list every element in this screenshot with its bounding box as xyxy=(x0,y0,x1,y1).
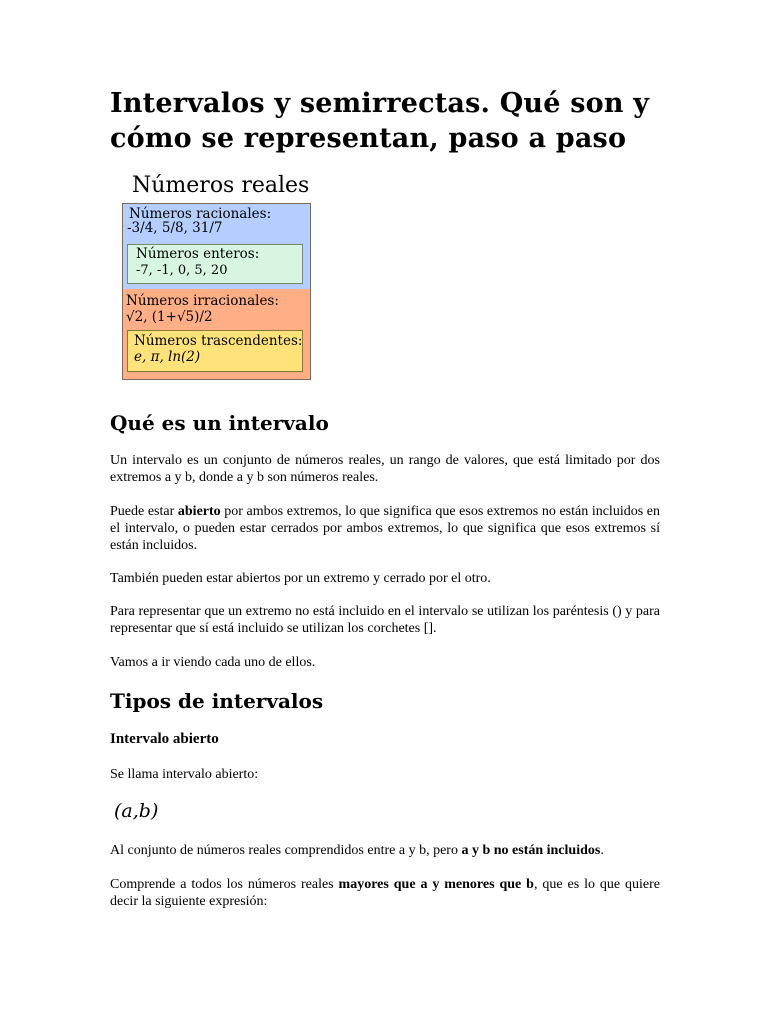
transcendental-examples: e, π, ln(2) xyxy=(134,349,201,365)
irrational-examples: √2, (1+√5)/2 xyxy=(126,309,213,325)
irrational-numbers-box xyxy=(122,289,311,380)
transcendental-numbers-box xyxy=(127,330,303,372)
integer-label: Números enteros: xyxy=(136,246,260,262)
rational-examples: -3/4, 5/8, 31/7 xyxy=(127,220,223,236)
paragraph: Comprende a todos los números reales mayores que a y menores que b, que es lo que quiere decir la siguiente expresión: xyxy=(110,877,660,909)
paragraph: Para representar que un extremo no está incluido en el intervalo se utilizan los paréntesis () y para representar que sí está incluido se utilizan los corchetes []. xyxy=(110,604,660,636)
paragraph: Puede estar abierto por ambos extremos, lo que significa que esos extremos no están incluidos en el intervalo, o pueden estar cerrados por ambos extremos, lo que significa que esos extremos sí están incluidos. xyxy=(110,504,660,553)
subheading-open-interval: Intervalo abierto xyxy=(110,731,219,747)
real-numbers-figure xyxy=(122,172,322,384)
rational-numbers-box xyxy=(122,203,311,290)
paragraph: También pueden estar abiertos por un extremo y cerrado por el otro. xyxy=(110,571,491,586)
page-title: Intervalos y semirrectas. Qué son y cómo se representan, paso a paso xyxy=(110,88,650,154)
transcendental-label: Números trascendentes: xyxy=(134,333,303,349)
paragraph: Vamos a ir viendo cada uno de ellos. xyxy=(110,655,316,670)
rational-label: Números racionales: xyxy=(129,206,272,222)
irrational-label: Números irracionales: xyxy=(126,293,279,309)
section-heading-what-is-interval: Qué es un intervalo xyxy=(110,411,329,435)
section-heading-interval-types: Tipos de intervalos xyxy=(110,689,324,713)
figure-title: Números reales xyxy=(132,173,310,198)
paragraph: Un intervalo es un conjunto de números reales, un rango de valores, que está limitado por dos extremos a y b, donde a y b son números reales. xyxy=(110,453,660,485)
paragraph: Al conjunto de números reales comprendidos entre a y b, pero a y b no están incluidos. xyxy=(110,843,604,858)
open-interval-formula: (a,b) xyxy=(114,800,159,822)
integer-examples: -7, -1, 0, 5, 20 xyxy=(136,263,228,278)
integer-numbers-box xyxy=(127,244,303,284)
paragraph: Se llama intervalo abierto: xyxy=(110,767,259,782)
